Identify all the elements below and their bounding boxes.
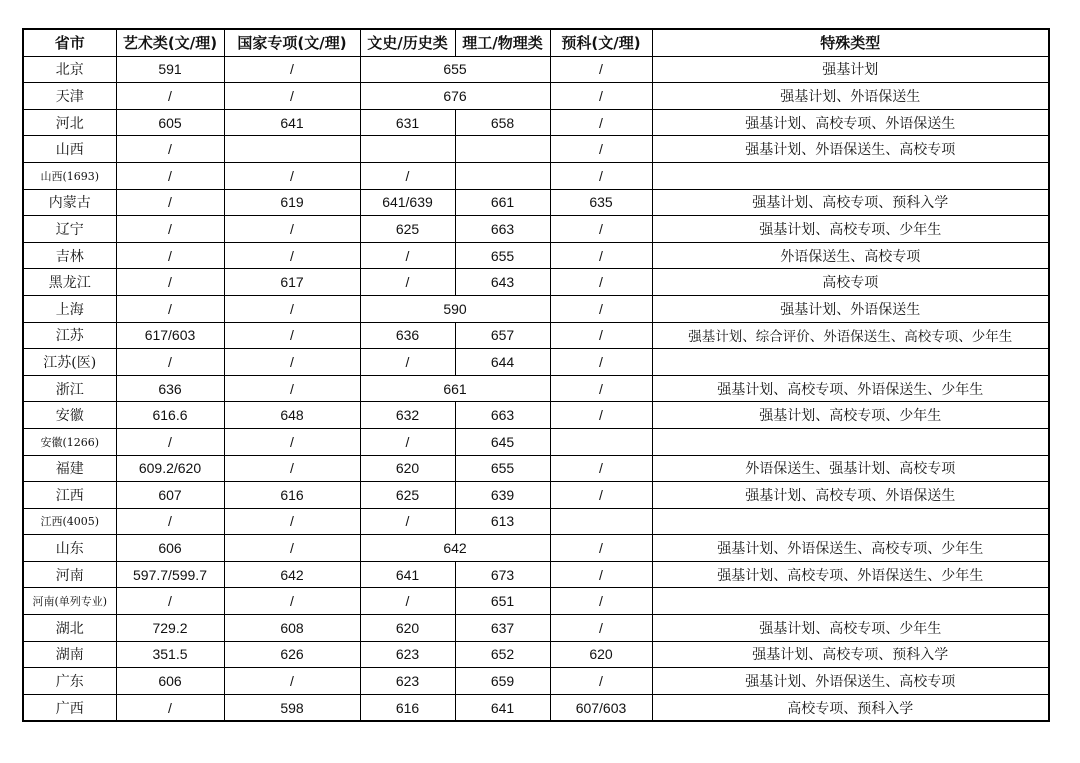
cell-liberal-arts: / [360,428,455,455]
cell-national-special: 619 [224,189,360,216]
cell-special-types: 强基计划、综合评价、外语保送生、高校专项、少年生 [652,322,1049,349]
cell-preparatory: / [550,668,652,695]
cell-national-special: / [224,349,360,376]
cell-national-special: / [224,668,360,695]
cell-art: 607 [116,482,224,509]
table-row [23,269,1049,296]
cell-art: / [116,269,224,296]
cell-special-types: 强基计划 [652,56,1049,83]
cell-art: 636 [116,375,224,402]
cell-province: 安徽(1266) [23,428,116,455]
cell-national-special: / [224,588,360,615]
cell-science: 643 [455,269,550,296]
cell-science: 657 [455,322,550,349]
table-row [23,56,1049,83]
cell-national-special: / [224,216,360,243]
cell-special-types: 强基计划、高校专项、外语保送生、少年生 [652,375,1049,402]
cell-national-special: 626 [224,641,360,668]
cell-preparatory: / [550,615,652,642]
cell-special-types: 外语保送生、高校专项 [652,242,1049,269]
cell-province: 山西 [23,136,116,163]
admission-score-table [22,28,1050,722]
cell-art: 729.2 [116,615,224,642]
table-row [23,109,1049,136]
cell-national-special: 648 [224,402,360,429]
cell-national-special: 617 [224,269,360,296]
cell-preparatory: / [550,482,652,509]
cell-science: 673 [455,561,550,588]
cell-special-types [652,428,1049,455]
cell-art: / [116,162,224,189]
cell-national-special: / [224,83,360,110]
cell-province: 江西 [23,482,116,509]
cell-liberal-arts: / [360,588,455,615]
cell-liberal-arts: 631 [360,109,455,136]
cell-science: 655 [455,242,550,269]
cell-combined-score: 642 [360,535,550,562]
cell-art: 616.6 [116,402,224,429]
cell-liberal-arts: 641 [360,561,455,588]
table-row [23,535,1049,562]
cell-national-special: 598 [224,694,360,721]
cell-national-special: / [224,295,360,322]
cell-province: 湖北 [23,615,116,642]
cell-science: 659 [455,668,550,695]
cell-preparatory [550,508,652,535]
cell-special-types: 外语保送生、强基计划、高校专项 [652,455,1049,482]
cell-art: 606 [116,535,224,562]
cell-special-types: 高校专项、预科入学 [652,694,1049,721]
cell-art: / [116,588,224,615]
cell-art: / [116,694,224,721]
table-row [23,508,1049,535]
cell-art: / [116,295,224,322]
cell-national-special: 642 [224,561,360,588]
table-row [23,615,1049,642]
cell-art: / [116,216,224,243]
cell-province: 湖南 [23,641,116,668]
cell-art: / [116,428,224,455]
cell-province: 安徽 [23,402,116,429]
cell-special-types [652,162,1049,189]
cell-preparatory: / [550,588,652,615]
cell-national-special: / [224,375,360,402]
cell-art: / [116,83,224,110]
cell-science [455,162,550,189]
table-row [23,295,1049,322]
cell-special-types: 强基计划、高校专项、预科入学 [652,641,1049,668]
cell-liberal-arts: / [360,269,455,296]
table-row [23,588,1049,615]
cell-combined-score: 655 [360,56,550,83]
cell-special-types: 强基计划、高校专项、少年生 [652,216,1049,243]
cell-liberal-arts: 623 [360,668,455,695]
cell-national-special: / [224,56,360,83]
cell-province: 吉林 [23,242,116,269]
cell-liberal-arts: 625 [360,216,455,243]
cell-preparatory: / [550,535,652,562]
table-row [23,189,1049,216]
cell-science: 663 [455,216,550,243]
cell-preparatory: / [550,216,652,243]
header-art: 艺术类(文/理) [116,29,224,56]
cell-province: 河北 [23,109,116,136]
cell-preparatory: / [550,349,652,376]
table-row [23,641,1049,668]
table-row [23,561,1049,588]
cell-liberal-arts [360,136,455,163]
cell-national-special: / [224,508,360,535]
cell-preparatory [550,428,652,455]
cell-liberal-arts: 620 [360,615,455,642]
table-row [23,375,1049,402]
header-liberal-arts: 文史/历史类 [360,29,455,56]
cell-art: 617/603 [116,322,224,349]
cell-national-special: 608 [224,615,360,642]
cell-science: 652 [455,641,550,668]
cell-province: 江苏(医) [23,349,116,376]
cell-national-special: / [224,428,360,455]
cell-province: 山西(1693) [23,162,116,189]
cell-art: / [116,189,224,216]
cell-province: 江苏 [23,322,116,349]
cell-special-types: 强基计划、高校专项、外语保送生、少年生 [652,561,1049,588]
cell-special-types: 强基计划、高校专项、预科入学 [652,189,1049,216]
cell-art: 605 [116,109,224,136]
cell-national-special: 641 [224,109,360,136]
cell-national-special: / [224,162,360,189]
cell-national-special: / [224,242,360,269]
cell-art: / [116,242,224,269]
cell-province: 福建 [23,455,116,482]
table-row [23,136,1049,163]
cell-preparatory: / [550,162,652,189]
cell-science: 644 [455,349,550,376]
table-row [23,482,1049,509]
cell-liberal-arts: 636 [360,322,455,349]
cell-special-types: 高校专项 [652,269,1049,296]
cell-preparatory: / [550,83,652,110]
cell-preparatory: / [550,561,652,588]
table-row [23,694,1049,721]
cell-art: / [116,136,224,163]
cell-preparatory: / [550,322,652,349]
header-preparatory: 预科(文/理) [550,29,652,56]
cell-province: 上海 [23,295,116,322]
cell-national-special: / [224,322,360,349]
cell-special-types [652,349,1049,376]
cell-special-types: 强基计划、高校专项、外语保送生 [652,109,1049,136]
cell-science: 637 [455,615,550,642]
cell-science: 658 [455,109,550,136]
header-row [23,29,1049,56]
cell-science: 641 [455,694,550,721]
cell-preparatory: / [550,295,652,322]
cell-special-types: 强基计划、高校专项、少年生 [652,402,1049,429]
cell-preparatory: / [550,375,652,402]
cell-province: 山东 [23,535,116,562]
cell-liberal-arts: 625 [360,482,455,509]
cell-special-types: 强基计划、高校专项、外语保送生 [652,482,1049,509]
cell-combined-score: 676 [360,83,550,110]
cell-special-types: 强基计划、外语保送生、高校专项 [652,668,1049,695]
cell-liberal-arts: / [360,162,455,189]
cell-preparatory: 635 [550,189,652,216]
header-province: 省市 [23,29,116,56]
table-row [23,322,1049,349]
cell-special-types [652,588,1049,615]
cell-art: 606 [116,668,224,695]
header-national-special: 国家专项(文/理) [224,29,360,56]
cell-national-special: 616 [224,482,360,509]
cell-liberal-arts: 632 [360,402,455,429]
table-row [23,349,1049,376]
cell-art: 597.7/599.7 [116,561,224,588]
cell-liberal-arts: 616 [360,694,455,721]
cell-province: 广西 [23,694,116,721]
table-row [23,242,1049,269]
table-row [23,428,1049,455]
cell-special-types: 强基计划、外语保送生、高校专项 [652,136,1049,163]
cell-province: 黑龙江 [23,269,116,296]
cell-science [455,136,550,163]
cell-combined-score: 661 [360,375,550,402]
table-row [23,83,1049,110]
cell-combined-score: 590 [360,295,550,322]
cell-national-special: / [224,535,360,562]
cell-science: 663 [455,402,550,429]
cell-art: 591 [116,56,224,83]
cell-science: 661 [455,189,550,216]
cell-special-types: 强基计划、外语保送生、高校专项、少年生 [652,535,1049,562]
cell-province: 内蒙古 [23,189,116,216]
cell-science: 639 [455,482,550,509]
cell-liberal-arts: / [360,508,455,535]
table-row [23,162,1049,189]
cell-province: 辽宁 [23,216,116,243]
cell-liberal-arts: / [360,349,455,376]
table-row [23,455,1049,482]
cell-preparatory: / [550,402,652,429]
cell-preparatory: / [550,109,652,136]
cell-preparatory: / [550,455,652,482]
cell-national-special: / [224,455,360,482]
cell-province: 浙江 [23,375,116,402]
cell-art: / [116,508,224,535]
cell-liberal-arts: 620 [360,455,455,482]
cell-preparatory: 620 [550,641,652,668]
cell-special-types: 强基计划、外语保送生 [652,83,1049,110]
cell-special-types [652,508,1049,535]
header-special-types: 特殊类型 [652,29,1049,56]
cell-science: 651 [455,588,550,615]
cell-preparatory: / [550,136,652,163]
table-row [23,402,1049,429]
cell-national-special [224,136,360,163]
cell-province: 河南(单列专业) [23,588,116,615]
cell-art: / [116,349,224,376]
cell-preparatory: / [550,56,652,83]
cell-province: 江西(4005) [23,508,116,535]
cell-special-types: 强基计划、高校专项、少年生 [652,615,1049,642]
cell-preparatory: 607/603 [550,694,652,721]
table-row [23,668,1049,695]
table-row [23,216,1049,243]
cell-liberal-arts: / [360,242,455,269]
cell-province: 河南 [23,561,116,588]
cell-science: 645 [455,428,550,455]
header-science: 理工/物理类 [455,29,550,56]
cell-province: 天津 [23,83,116,110]
cell-special-types: 强基计划、外语保送生 [652,295,1049,322]
cell-science: 655 [455,455,550,482]
cell-province: 北京 [23,56,116,83]
cell-preparatory: / [550,242,652,269]
cell-preparatory: / [550,269,652,296]
cell-science: 613 [455,508,550,535]
cell-province: 广东 [23,668,116,695]
cell-art: 609.2/620 [116,455,224,482]
cell-liberal-arts: 623 [360,641,455,668]
cell-liberal-arts: 641/639 [360,189,455,216]
cell-art: 351.5 [116,641,224,668]
